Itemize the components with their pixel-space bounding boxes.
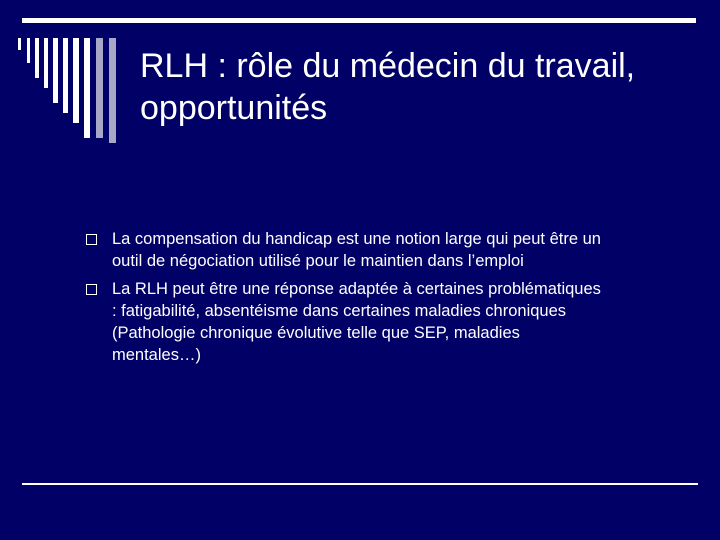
slide-title: RLH : rôle du médecin du travail, opportunités <box>140 47 636 127</box>
bullet-text: La RLH peut être une réponse adaptée à certaines problématiques : fatigabilité, absentéisme dans certaines maladies chroniques (Pathologie chronique évolutive telle que SEP, maladies mentales…) <box>112 280 601 364</box>
bullet-list <box>86 228 606 372</box>
bottom-rule <box>22 483 698 485</box>
decorative-stripes <box>0 0 130 150</box>
list-item <box>86 228 606 272</box>
list-item <box>86 278 606 366</box>
bullet-text: La compensation du handicap est une notion large qui peut être un outil de négociation utilisé pour le maintien dans l’emploi <box>112 230 601 270</box>
hollow-square-icon <box>86 234 97 245</box>
hollow-square-icon <box>86 284 97 295</box>
